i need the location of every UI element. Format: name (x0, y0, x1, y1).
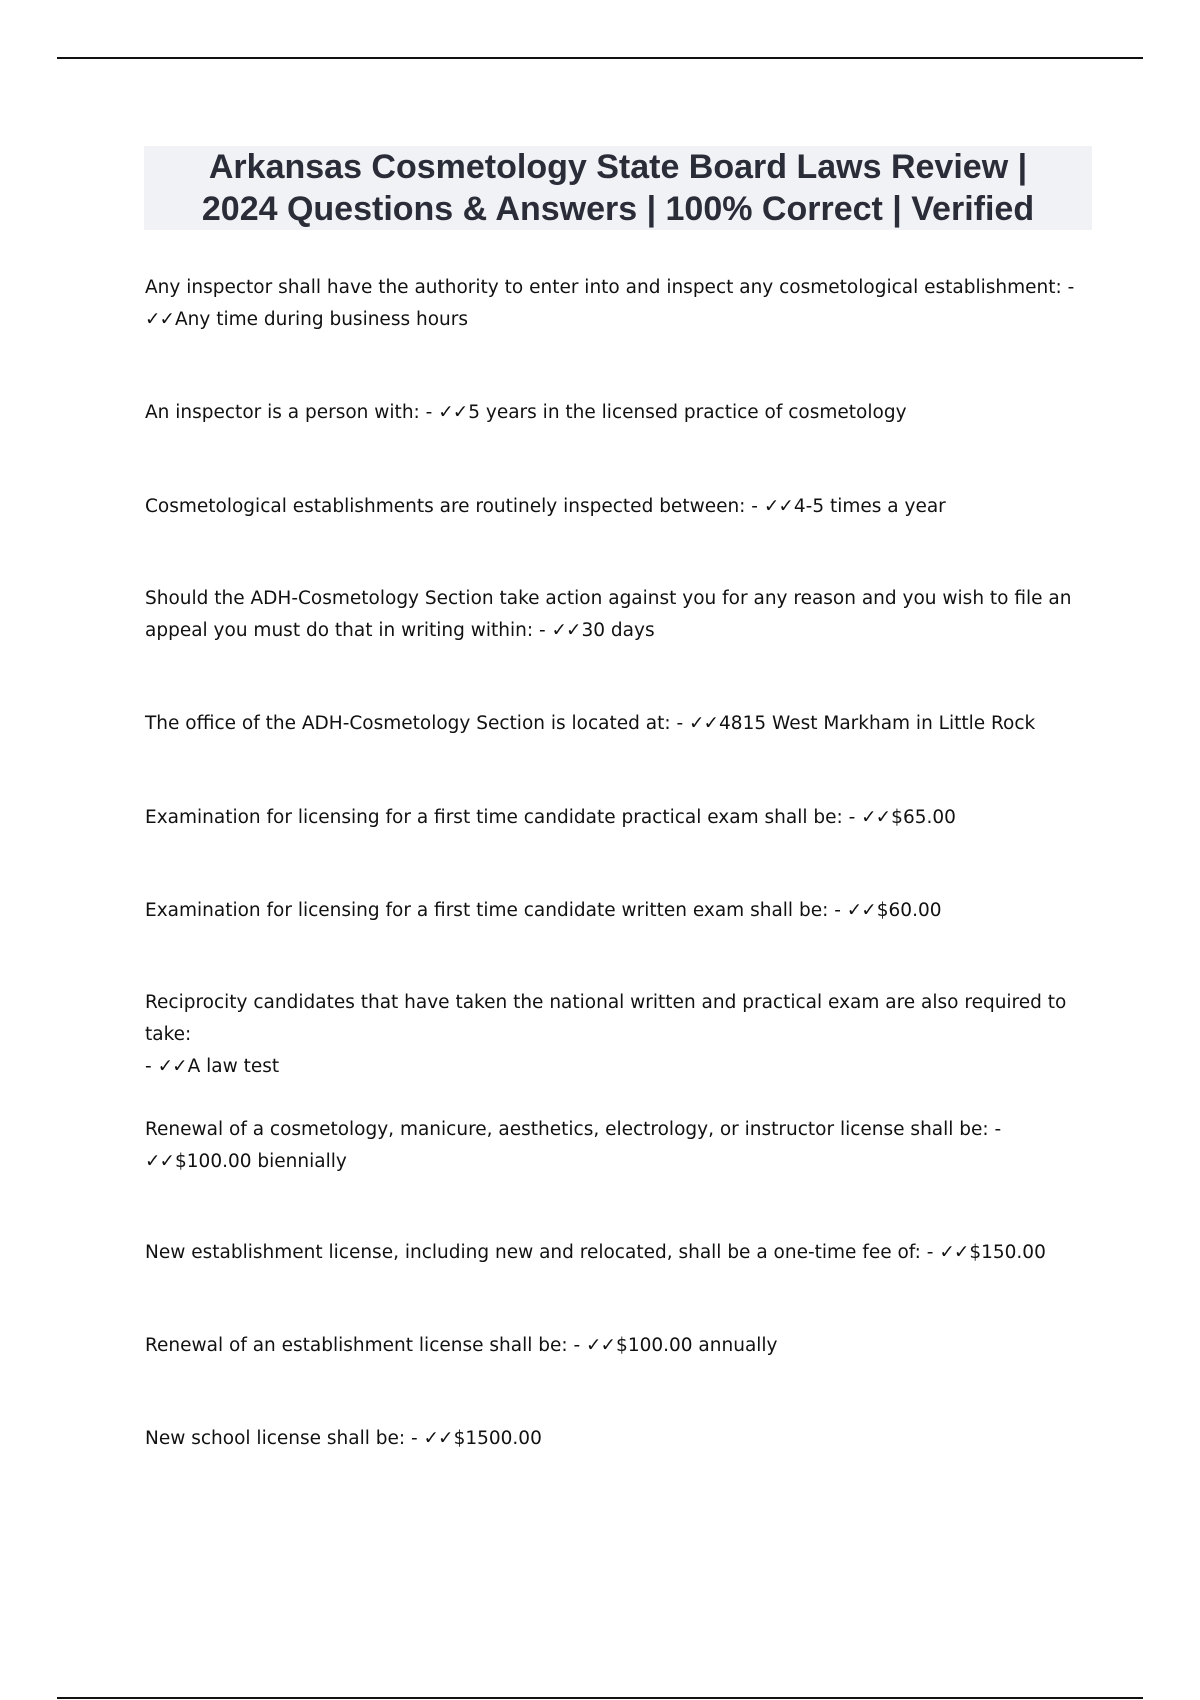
separator: - (1061, 277, 1075, 298)
question-text: Renewal of an establishment license shall be: (145, 1335, 568, 1356)
qa-item-10 (145, 1237, 1085, 1269)
qa-item-2 (145, 397, 1085, 429)
qa-item-3 (145, 491, 1085, 523)
separator: - (745, 496, 764, 517)
separator: - (988, 1119, 1002, 1140)
question-text: Examination for licensing for a first time candidate practical exam shall be: (145, 807, 843, 828)
bottom-rule (57, 1697, 1143, 1699)
question-text: Reciprocity candidates that have taken the national written and practical exam are also required to take: (145, 992, 1067, 1045)
qa-item-5 (145, 708, 1085, 740)
qa-item-6 (145, 802, 1085, 834)
question-text: Examination for licensing for a first time candidate written exam shall be: (145, 900, 829, 921)
answer-text: $60.00 (876, 900, 942, 921)
question-text: Cosmetological establishments are routinely inspected between: (145, 496, 746, 517)
question-text: Should the ADH-Cosmetology Section take action against you for any reason and you wish to file an appeal you must do that in writing within: (145, 588, 1072, 641)
qa-item-8 (145, 987, 1085, 1083)
answer-text: $100.00 biennially (175, 1151, 347, 1172)
question-text: Any inspector shall have the authority to enter into and inspect any cosmetological establishment: (145, 277, 1062, 298)
answer-text: $1500.00 (453, 1428, 542, 1449)
qa-item-7 (145, 895, 1085, 927)
check-icon: ✓✓ (145, 309, 175, 330)
separator: - (920, 1242, 940, 1263)
check-icon: ✓✓ (939, 1242, 969, 1263)
answer-text: 4-5 times a year (793, 496, 946, 517)
check-icon: ✓✓ (861, 807, 891, 828)
question-text: The office of the ADH-Cosmetology Section is located at: (145, 713, 671, 734)
separator: - (670, 713, 690, 734)
answer-text: $100.00 annually (616, 1335, 778, 1356)
question-text: New school license shall be: (145, 1428, 406, 1449)
separator: - (405, 1428, 424, 1449)
answer-text: Any time during business hours (175, 309, 468, 330)
qa-item-9 (145, 1114, 1085, 1178)
separator: - (145, 1056, 158, 1077)
answer-text: 30 days (581, 620, 655, 641)
title-line-1: Arkansas Cosmetology State Board Laws Review | (208, 148, 1028, 186)
check-icon: ✓✓ (157, 1056, 187, 1077)
question-text: New establishment license, including new and relocated, shall be a one-time fee of: (145, 1242, 921, 1263)
separator: - (828, 900, 847, 921)
answer-text: A law test (187, 1056, 280, 1077)
qa-item-12 (145, 1423, 1085, 1455)
check-icon: ✓✓ (689, 713, 719, 734)
qa-item-1 (145, 272, 1085, 336)
answer-text: 5 years in the licensed practice of cosmetology (468, 402, 907, 423)
separator: - (533, 620, 552, 641)
top-rule (57, 57, 1143, 59)
document-title (144, 146, 1092, 230)
answer-text: $150.00 (969, 1242, 1046, 1263)
check-icon: ✓✓ (763, 496, 793, 517)
answer-text: 4815 West Markham in Little Rock (719, 713, 1036, 734)
check-icon: ✓✓ (551, 620, 581, 641)
separator: - (567, 1335, 587, 1356)
qa-item-11 (145, 1330, 1085, 1362)
question-text: Renewal of a cosmetology, manicure, aesthetics, electrology, or instructor license shall be: (145, 1119, 989, 1140)
check-icon: ✓✓ (423, 1428, 453, 1449)
qa-item-4 (145, 583, 1085, 647)
check-icon: ✓✓ (586, 1335, 616, 1356)
separator: - (419, 402, 439, 423)
separator: - (842, 807, 862, 828)
title-line-2: 2024 Questions & Answers | 100% Correct | Verified (201, 190, 1035, 228)
answer-text: $65.00 (891, 807, 956, 828)
question-text: An inspector is a person with: (145, 402, 420, 423)
check-icon: ✓✓ (846, 900, 876, 921)
check-icon: ✓✓ (438, 402, 468, 423)
check-icon: ✓✓ (145, 1151, 175, 1172)
